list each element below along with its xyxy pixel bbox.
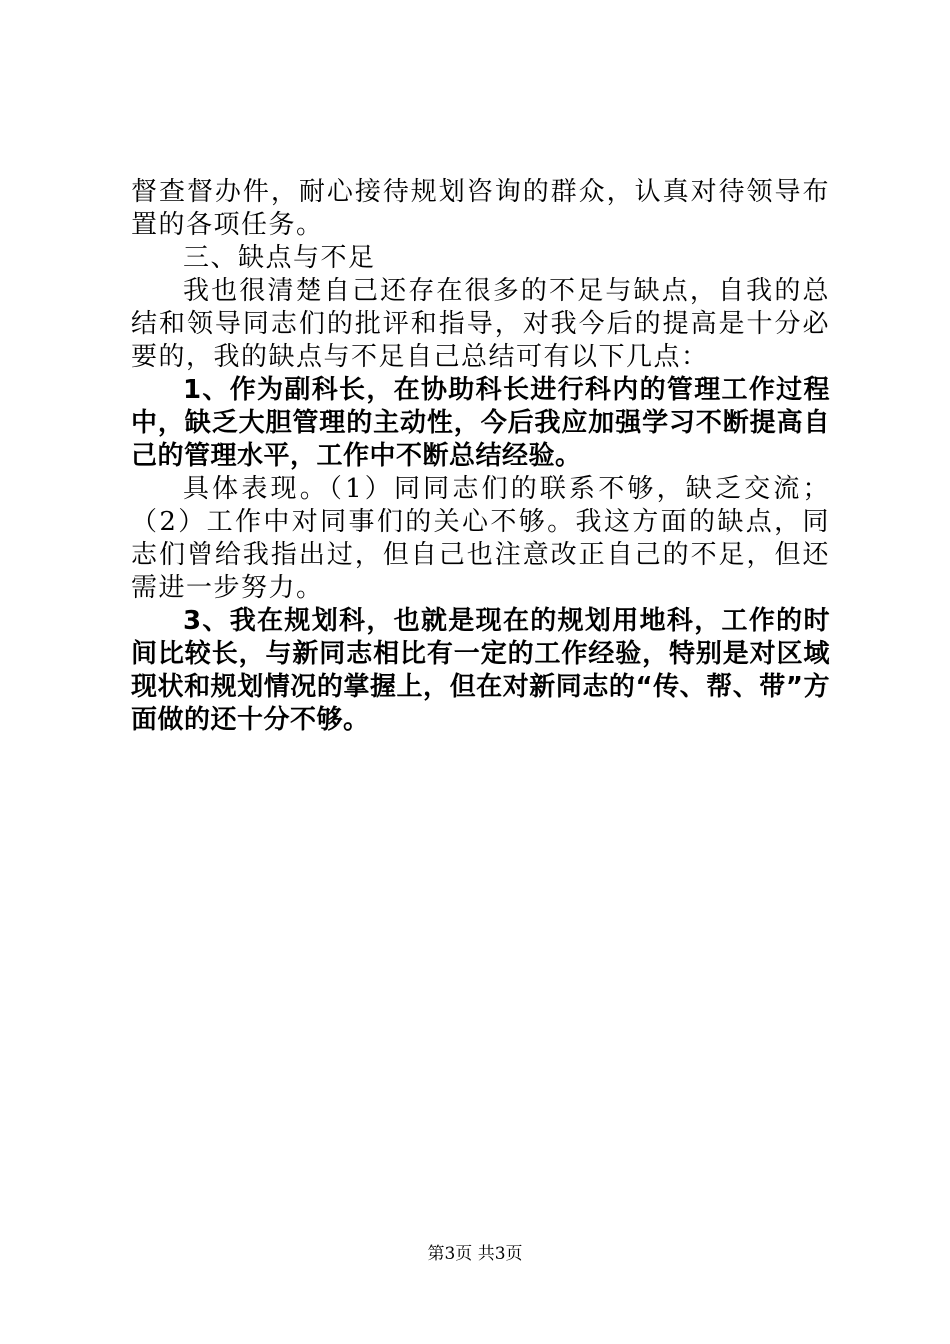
paragraph-intro: 我也很清楚自己还存在很多的不足与缺点，自我的总结和领导同志们的批评和指导，对我今后的提高是十分必要的，我的缺点与不足自己总结可有以下几点：	[131, 276, 830, 372]
paragraph-details: 具体表现。（1）同同志们的联系不够，缺乏交流；（2）工作中对同事们的关心不够。我这方面的缺点，同志们曾给我指出过，但自己也注意改正自己的不足，但还需进一步努力。	[131, 474, 830, 603]
document-body	[131, 176, 830, 737]
paragraph-point-1: 1、作为副科长，在协助科长进行科内的管理工作过程中，缺乏大胆管理的主动性，今后我应加强学习不断提高自己的管理水平，工作中不断总结经验。	[131, 375, 830, 471]
section-heading: 三、缺点与不足	[183, 243, 376, 273]
page-number-footer: 第3页 共3页	[427, 1244, 523, 1264]
paragraph-point-3: 3、我在规划科，也就是现在的规划用地科，工作的时间比较长，与新同志相比有一定的工作经验，特别是对区域现状和规划情况的掌握上，但在对新同志的“传、帮、带”方面做的还十分不够。	[131, 606, 830, 735]
paragraph-continuation: 督查督办件，耐心接待规划咨询的群众，认真对待领导布置的各项任务。	[131, 177, 830, 240]
